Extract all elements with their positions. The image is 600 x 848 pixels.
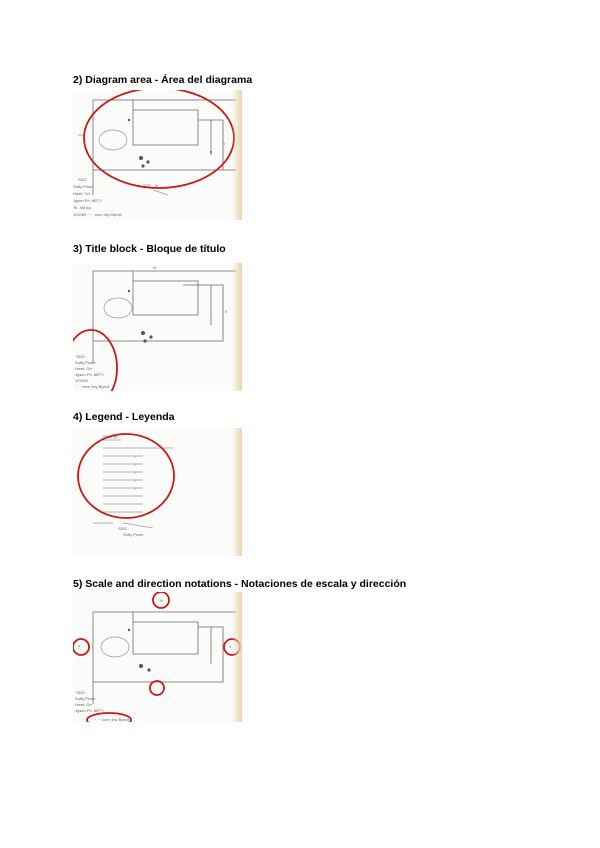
svg-text:SDG: SDG <box>118 526 127 531</box>
svg-text:Jgsen Pri. 8BTY: Jgsen Pri. 8BTY <box>75 372 104 377</box>
legend-sketch <box>93 434 173 537</box>
highlight-circle-diagram-area <box>84 90 234 188</box>
floor-plan-sketch <box>75 598 236 722</box>
svg-text:N: N <box>155 183 158 188</box>
floor-plan-sketch <box>73 100 236 217</box>
highlight-circle-west <box>73 639 89 655</box>
svg-text:· · · cern 4ey Bprcif: · · · cern 4ey Bprcif <box>95 717 130 722</box>
svg-text:N: N <box>153 265 156 270</box>
svg-text:N: N <box>160 598 163 603</box>
svg-text:Hwef. Orr: Hwef. Orr <box>75 702 93 707</box>
svg-text:ll: ll <box>223 141 225 146</box>
svg-text:Hwef. Orr: Hwef. Orr <box>73 191 91 196</box>
svg-text:s: s <box>78 643 80 648</box>
svg-text:SDG: SDG <box>78 177 87 182</box>
svg-text:SDG: SDG <box>76 690 85 695</box>
svg-text:1/02/63: 1/02/63 <box>75 378 89 383</box>
svg-text:ll: ll <box>225 309 227 314</box>
section-heading-diagram-area: 2) Diagram area - Área del diagrama <box>73 74 253 86</box>
svg-text:Sutty Poser: Sutty Poser <box>75 696 96 701</box>
svg-text:Jgsen Pri. 8BTY: Jgsen Pri. 8BTY <box>73 198 102 203</box>
svg-text:Hwef. Orr: Hwef. Orr <box>75 366 93 371</box>
title-block-image <box>73 263 242 391</box>
svg-text:ll: ll <box>229 644 231 649</box>
scale-direction-image <box>73 592 242 722</box>
svg-text:Sutty Poser: Sutty Poser <box>75 360 96 365</box>
highlight-circle-south <box>150 681 164 695</box>
highlight-circle-legend <box>78 434 174 518</box>
svg-text:Sbss 4y: Sbss 4y <box>103 434 118 439</box>
svg-text:Sutty Poser: Sutty Poser <box>123 532 144 537</box>
legend-image <box>73 428 242 556</box>
floor-plan-sketch <box>75 265 236 389</box>
svg-text:Te. 4bf dq: Te. 4bf dq <box>73 205 91 210</box>
svg-text:Jgsen Pri. 8BTY: Jgsen Pri. 8BTY <box>75 708 104 713</box>
svg-text:1/02/63 · · · cern 4ey Bprcif: 1/02/63 · · · cern 4ey Bprcif <box>73 212 122 217</box>
diagram-area-image <box>73 90 242 220</box>
svg-text:· · · cern 4ey Bprcif: · · · cern 4ey Bprcif <box>75 384 110 389</box>
svg-text:Sutty Poser: Sutty Poser <box>73 184 94 189</box>
section-heading-legend: 4) Legend - Leyenda <box>73 411 175 423</box>
section-heading-scale-direction: 5) Scale and direction notations - Notaciones de escala y dirección <box>73 578 407 590</box>
svg-text:SDG: SDG <box>76 354 85 359</box>
section-heading-title-block: 3) Title block - Bloque de título <box>73 243 226 255</box>
